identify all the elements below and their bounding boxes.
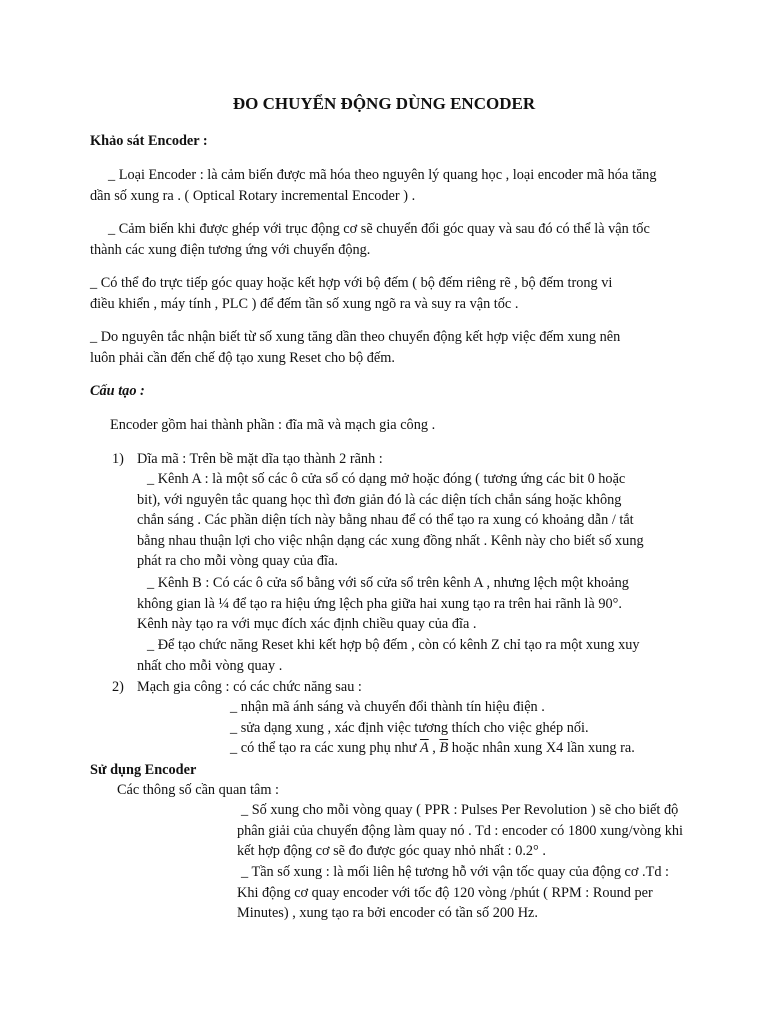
list-number-2: 2) xyxy=(112,679,124,695)
circuit-functions xyxy=(230,697,635,759)
a-bar-symbol: $\overline{A}$ xyxy=(419,740,429,756)
text-line: _ Kênh B : Có các ô cửa sổ bằng với số cửa sổ trên kênh A , nhưng lệch một khoảng xyxy=(147,575,629,591)
text-line: phát ra cho mỗi vòng quay của đĩa. xyxy=(137,553,338,569)
survey-paragraph-4 xyxy=(90,327,620,368)
channel-z-paragraph xyxy=(137,635,640,676)
text-line: _ Loại Encoder : là cảm biến được mã hóa theo nguyên lý quang học , loại encoder mã hóa tăng xyxy=(108,167,657,183)
text-line: _ sửa dạng xung , xác định việc tương thích cho việc ghép nối. xyxy=(230,719,589,736)
text-line: _ Tần số xung : là mối liên hệ tương hỗ với vận tốc quay của động cơ .Td : xyxy=(241,864,670,880)
frequency-paragraph xyxy=(237,862,669,924)
text-segment: hoặc nhân xung X4 lần xung ra. xyxy=(448,740,635,756)
text-line: điều khiển , máy tính , PLC ) để đếm tần số xung ngõ ra và suy ra vận tốc . xyxy=(90,295,519,312)
text-line: _ Cảm biến khi được ghép với trục động cơ sẽ chuyển đổi góc quay và sau đó có thể là vận tốc xyxy=(108,221,650,237)
text-line: Khi động cơ quay encoder với tốc độ 120 vòng /phút ( RPM : Round per xyxy=(237,884,653,901)
text-line: không gian là ¼ để tạo ra hiệu ứng lệch pha giữa hai xung tạo ra trên hai rãnh là 90°. xyxy=(137,595,622,612)
text-line: _ Kênh A : là một số các ô cửa sổ có dạng mở hoặc đóng ( tương ứng các bit 0 hoặc xyxy=(147,471,626,487)
survey-heading: Khảo sát Encoder : xyxy=(90,133,208,149)
text-line: Kênh này tạo ra với mục đích xác định chiều quay của đĩa . xyxy=(137,616,477,632)
text-line: chắn sáng . Các phần diện tích này bằng nhau để có thể tạo ra xung có khoảng dẫn / tắt xyxy=(137,512,634,528)
text-line: _ Có thể đo trực tiếp góc quay hoặc kết hợp với bộ đếm ( bộ đếm riêng rẽ , bộ đếm trong vi xyxy=(90,275,613,291)
text-line: _ nhận mã ánh sáng và chuyển đổi thành tín hiệu điện . xyxy=(230,699,545,715)
usage-heading: Sử dụng Encoder xyxy=(90,762,197,778)
text-line: thành các xung điện tương ứng với chuyển động. xyxy=(90,241,371,258)
text-line: dần số xung ra . ( Optical Rotary incremental Encoder ) . xyxy=(90,187,416,204)
text-line xyxy=(230,738,635,759)
text-line: bit), với nguyên tắc quang học thì đơn giản đó là các diện tích chắn sáng hoặc không xyxy=(137,491,622,508)
survey-paragraph-3 xyxy=(90,273,612,314)
text-line: kết hợp động cơ sẽ đo được góc quay nhỏ nhất : 0.2° . xyxy=(237,843,546,859)
survey-paragraph-1 xyxy=(90,165,656,206)
structure-heading: Cấu tạo : xyxy=(90,383,145,399)
circuit-item-title: Mạch gia công : có các chức năng sau : xyxy=(137,679,362,695)
b-bar-symbol: $\overline{B}$ xyxy=(439,740,449,756)
text-segment: , xyxy=(428,740,440,756)
text-line: _ Số xung cho mỗi vòng quay ( PPR : Pulses Per Revolution ) sẽ cho biết độ xyxy=(241,802,679,818)
text-line: phân giải của chuyển động làm quay nó . Td : encoder có 1800 xung/vòng khi xyxy=(237,822,684,839)
text-line: _ Do nguyên tắc nhận biết từ số xung tăng dần theo chuyển động kết hợp việc đếm xung nên xyxy=(90,329,621,345)
disk-item-title: Dĩa mã : Trên bề mặt dĩa tạo thành 2 rãnh : xyxy=(137,451,383,467)
text-line: nhất cho mỗi vòng quay . xyxy=(137,657,283,674)
usage-intro: Các thông số cần quan tâm : xyxy=(117,782,279,798)
channel-b-paragraph xyxy=(137,573,629,635)
survey-paragraph-2 xyxy=(90,219,650,260)
text-line: Minutes) , xung tạo ra bởi encoder có tần số 200 Hz. xyxy=(237,905,538,921)
text-line: luôn phải cần đến chế độ tạo xung Reset cho bộ đếm. xyxy=(90,349,395,366)
text-segment: _ có thể tạo ra các xung phụ như xyxy=(230,740,420,756)
structure-intro: Encoder gồm hai thành phần : đĩa mã và mạch gia công . xyxy=(110,417,436,433)
list-number-1: 1) xyxy=(112,451,124,467)
ppr-paragraph xyxy=(237,800,683,862)
channel-a-paragraph xyxy=(137,469,644,572)
text-line: _ Để tạo chức năng Reset khi kết hợp bộ đếm , còn có kênh Z chỉ tạo ra một xung xuy xyxy=(147,637,640,653)
text-line: bằng nhau thuận lợi cho việc nhận dạng các xung đồng nhất . Kênh này cho biết số xung xyxy=(137,532,644,549)
document-title: ĐO CHUYỂN ĐỘNG DÙNG ENCODER xyxy=(232,94,536,113)
